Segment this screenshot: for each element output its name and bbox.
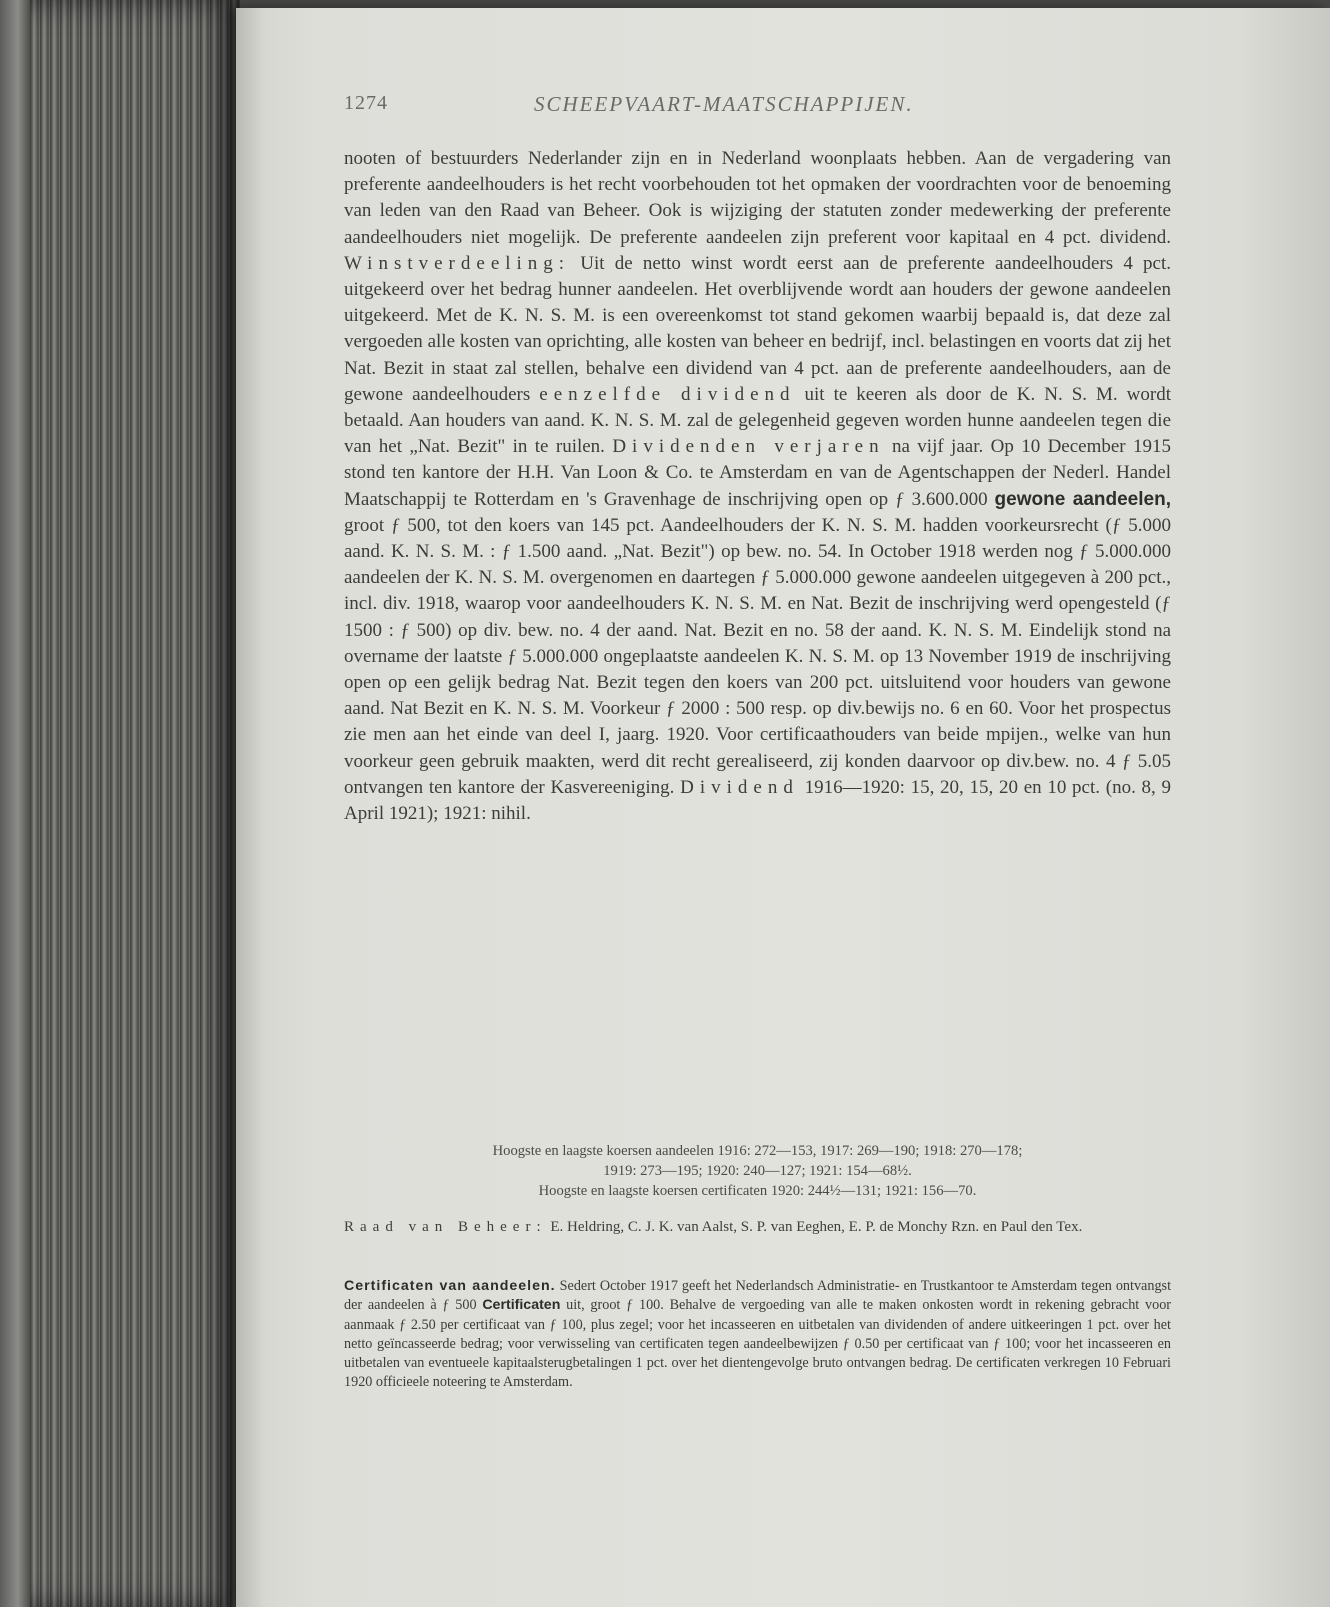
certificates-section bbox=[344, 1277, 1171, 1393]
board-label: Raad van Beheer: bbox=[344, 1219, 547, 1235]
running-title: SCHEEPVAART-MAATSCHAPPIJEN. bbox=[534, 92, 914, 116]
body-text-segment: 1916—1920: 15, 20, 15, 20 en 10 pct. (no. 8, 9 April 1921); 1921: nihil. bbox=[344, 776, 1171, 825]
certificates-heading: Certificaten van aandeelen. bbox=[344, 1278, 556, 1294]
board-members: E. Heldring, C. J. K. van Aalst, S. P. van Eeghen, E. P. de Monchy Rzn. en Paul den Tex. bbox=[550, 1219, 1083, 1235]
term-dividend: Dividend bbox=[680, 776, 799, 798]
term-gewone-aandeelen: gewone aandeelen, bbox=[994, 488, 1171, 510]
page-number: 1274 bbox=[344, 92, 388, 114]
body-paragraph bbox=[344, 146, 1171, 827]
term-eenzelfde-dividend: eenzelfde dividend bbox=[539, 383, 796, 405]
certificates-text: uit, groot ƒ 100. Behalve de vergoeding van alle te maken onkosten wordt in rekening gebracht voor aanmaak ƒ 2.50 per certificaat van ƒ 100, plus zegel; voor het incasseeren en uitbetalen van dividenden of andere uitkeeringen 1 pct. over het netto geïncasseerde bedrag; voor verwisseling van certificaten tegen aandeelbewijzen ƒ 0.50 per certificaat van ƒ 100; voor het incasseeren en uitbetalen van eventueele kapitaalsterugbetalingen 1 pct. over het dientengevolge bruto ontvangen bedrag. De certificaten verkregen 10 Februari 1920 officieele noteering te Amsterdam. bbox=[344, 1297, 1172, 1391]
body-text-segment: uit te keeren als door de K. N. S. M. wordt betaald. Aan houders van aand. K. N. S. M. zal de gelegenheid gegeven worden hunne aandeelen tegen die van het „Nat. Bezit" in te ruilen. bbox=[344, 383, 1172, 458]
book-page-edges bbox=[0, 0, 240, 1607]
scanned-page bbox=[236, 8, 1330, 1607]
certificates-term: Certificaten bbox=[482, 1297, 561, 1314]
running-head bbox=[344, 92, 1194, 122]
quotes-line: Hoogste en laagste koersen certificaten 1920: 244½—131; 1921: 156—70. bbox=[538, 1183, 977, 1199]
board-paragraph bbox=[344, 1217, 1171, 1237]
main-body-text bbox=[344, 146, 1171, 827]
board-of-management bbox=[344, 1217, 1171, 1237]
term-winstverdeeling: Winstverdeeling: bbox=[344, 252, 571, 274]
certificates-paragraph bbox=[344, 1277, 1171, 1393]
quotes-line: 1919: 273—195; 1920: 240—127; 1921: 154—68½. bbox=[603, 1163, 912, 1179]
body-text-segment: nooten of bestuurders Nederlander zijn en in Nederland woonplaats hebben. Aan de vergadering van preferente aandeelhouders is het recht voorbehouden tot het opmaken der voordrachten voor de benoeming van leden van den Raad van Beheer. Ook is wijziging der statuten zonder medewerking der preferente aandeelhouders niet mogelijk. De preferente aandeelen zijn preferent voor kapitaal en 4 pct. dividend. bbox=[344, 148, 1171, 248]
price-quotes bbox=[344, 1141, 1171, 1201]
body-text-segment: groot ƒ 500, tot den koers van 145 pct. Aandeelhouders der K. N. S. M. hadden voorkeursrecht (ƒ 5.000 aand. K. N. S. M. : ƒ 1.500 aand. „Nat. Bezit") op bew. no. 54. In October 1918 werden nog ƒ 5.000.000 aandeelen der K. N. S. M. overgenomen en daartegen ƒ 5.000.000 gewone aandeelen uitgegeven à 200 pct., incl. div. 1918, waarop voor aandeelhouders K. N. S. M. en Nat. Bezit de inschrijving werd opengesteld (ƒ 1500 : ƒ 500) op div. bew. no. 4 der aand. Nat. Bezit en no. 58 der aand. K. N. S. M. Eindelijk stond na overname der laatste ƒ 5.000.000 ongeplaatste aandeelen K. N. S. M. op 13 November 1919 de inschrijving open op een gelijk bedrag Nat. Bezit tegen den koers van 200 pct. uitsluitend voor houders van gewone aand. Nat Bezit en K. N. S. M. Voorkeur ƒ 2000 : 500 resp. op div.bewijs no. 6 en 60. Voor het prospectus zie men aan het einde van deel I, jaarg. 1920. Voor certificaathouders van beide mpijen., welke van hun voorkeur geen gebruik maakten, werd dit recht gerealiseerd, zij konden daarvoor op div.bew. no. 4 ƒ 5.05 ontvangen ten kantore der Kasvereeniging. bbox=[344, 514, 1171, 798]
body-text-segment: Uit de netto winst wordt eerst aan de preferente aandeelhouders 4 pct. uitgekeerd over het bedrag hunner aandeelen. Het overblijvende wordt aan houders der gewone aandeelen uitgekeerd. Met de K. N. S. M. is een overeenkomst tot stand gekomen waarbij bepaald is, dat deze zal vergoeden alle kosten van oprichting, alle kosten van beheer en bedrijf, incl. belastingen en voorts dat zij het Nat. Bezit in staat zal stellen, behalve een dividend van 4 pct. aan de preferente aandeelhouders, aan de gewone aandeelhouders bbox=[344, 252, 1171, 405]
certificates-text: Sedert October 1917 geeft het Nederlandsch Administratie- en Trustkantoor te Amsterdam tegen ontvangst der aandeelen à ƒ 500 bbox=[344, 1278, 1172, 1314]
term-dividenden-verjaren: Dividenden verjaren bbox=[612, 436, 885, 458]
body-text-segment: na vijf jaar. Op 10 December 1915 stond ten kantore der H.H. Van Loon & Co. te Amsterdam en van de Agentschappen der Nederl. Handel Maatschappij te Rotterdam en 's Gravenhage de inschrijving open op ƒ 3.600.000 bbox=[344, 436, 1172, 510]
quotes-line: Hoogste en laagste koersen aandeelen 1916: 272—153, 1917: 269—190; 1918: 270—178; bbox=[492, 1143, 1023, 1159]
book-cover-edge bbox=[0, 0, 30, 1607]
